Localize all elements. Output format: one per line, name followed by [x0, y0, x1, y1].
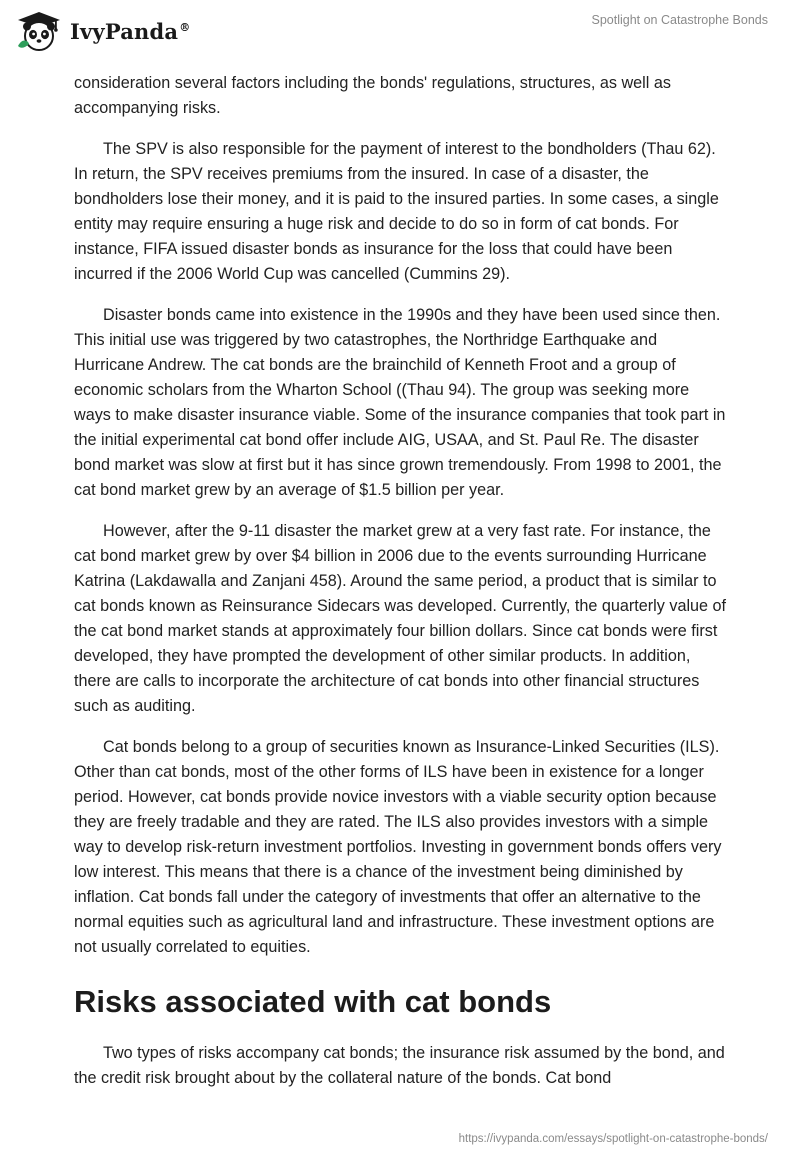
paragraph: Disaster bonds came into existence in the 1990s and they have been used since then. This initial use was triggered by two catastrophes, the Northridge Earthquake and Hurricane Andrew. The cat bonds are the brainchild of Kenneth Froot and a group of economic scholars from the Wharton School ((Thau 94). The group was seeking more ways to make disaster insurance viable. Some of the insurance companies that took part in the initial experimental cat bond offer include AIG, USAA, and St. Paul Re. The disaster bond market was slow at first but it has since grown tremendously. From 1998 to 2001, the cat bond market grew by an average of $1.5 billion per year. — [74, 306, 726, 499]
brand-name: IvyPanda® — [70, 18, 191, 44]
paragraph: The SPV is also responsible for the payment of interest to the bondholders (Thau 62). In return, the SPV receives premiums from the insured. In case of a disaster, the bondholders lose their money, and it is paid to the insured parties. In some cases, a single entity may require ensuring a huge risk and decide to do so in form of cat bonds. For instance, FIFA issued disaster bonds as insurance for the loss that could have been incurred if the 2006 World Cup was cancelled (Cummins 29). — [74, 140, 719, 283]
registered-mark: ® — [179, 20, 191, 34]
paragraph: Cat bonds belong to a group of securities known as Insurance-Linked Securities (ILS). Other than cat bonds, most of the other forms of ILS have been in existence for a longer period. However, cat bonds provide novice investors with a viable security option because they are freely tradable and they are rated. The ILS also provides investors with a simple way to develop risk-return investment portfolios. Investing in government bonds offers very low interest. This means that there is a chance of the investment being diminished by inflation. Cat bonds fall under the category of investments that offer an alternative to the normal equities such as agricultural land and infrastructure. These investment options are not usually correlated to equities. — [74, 738, 722, 956]
paragraph: However, after the 9-11 disaster the market grew at a very fast rate. For instance, the cat bond market grew by over $4 billion in 2006 due to the events surrounding Hurricane Katrina (Lakdawalla and Zanjani 458). Around the same period, a product that is similar to cat bonds known as Reinsurance Sidecars was developed. Currently, the quarterly value of the cat bond market stands at approximately four billion dollars. Since cat bonds were first developed, they have prompted the development of other similar products. In addition, there are calls to incorporate the architecture of cat bonds into other financial structures such as auditing. — [74, 522, 727, 715]
source-url[interactable]: https://ivypanda.com/essays/spotlight-on-catastrophe-bonds/ — [458, 1133, 768, 1145]
page-header — [0, 0, 800, 66]
essay-body — [74, 71, 730, 1107]
panda-graduate-icon — [16, 10, 62, 52]
ivypanda-logo[interactable] — [16, 10, 190, 52]
section-heading: Risks associated with cat bonds — [74, 984, 552, 1019]
paragraph: Two types of risks accompany cat bonds; the insurance risk assumed by the bond, and the credit risk brought about by the collateral nature of the bonds. Cat bond — [74, 1044, 725, 1087]
running-title: Spotlight on Catastrophe Bonds — [591, 13, 768, 27]
paragraph: consideration several factors including the bonds' regulations, structures, as well as accompanying risks. — [74, 74, 671, 117]
